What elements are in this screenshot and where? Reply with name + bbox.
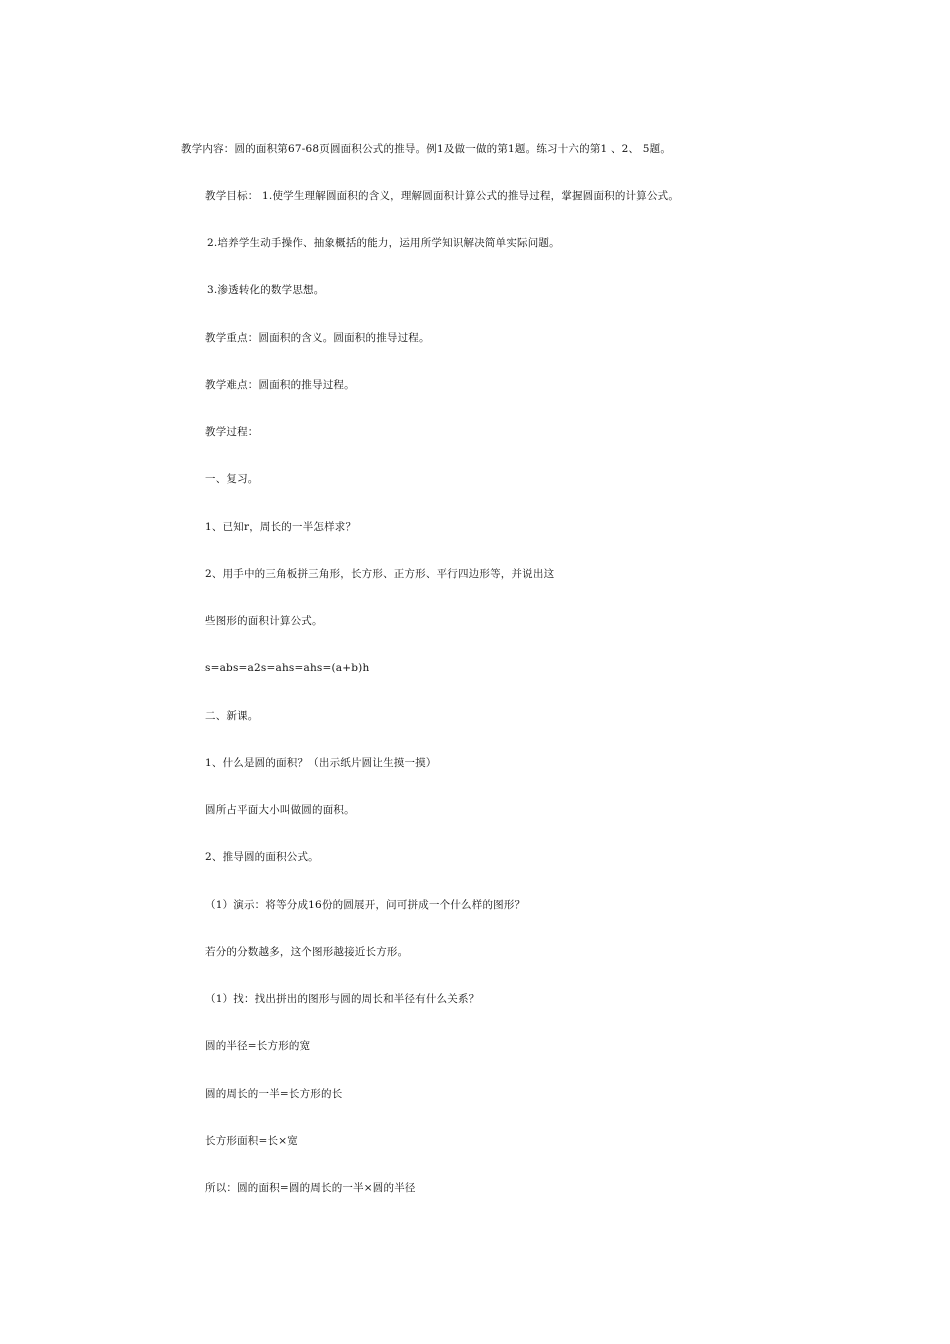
- new-lesson-heading: 二、新课。: [205, 710, 259, 722]
- teaching-difficulty-line: 教学难点：圆面积的推导过程。: [205, 379, 355, 391]
- find-relationship-line: （1）找：找出拼出的图形与圆的周长和半径有什么关系？: [205, 993, 480, 1005]
- review-item-1: 1、已知r，周长的一半怎样求？: [205, 521, 357, 533]
- circle-area-conclusion-line: 所以：圆的面积=圆的周长的一半×圆的半径: [205, 1182, 416, 1194]
- review-item-2-continued: 些图形的面积计算公式。: [205, 615, 323, 627]
- approximation-line: 若分的分数越多，这个图形越接近长方形。: [205, 946, 409, 958]
- review-item-2: 2、用手中的三角板拼三角形，长方形、正方形、平行四边形等，并说出这: [205, 568, 555, 580]
- new-lesson-item-2: 2、推导圆的面积公式。: [205, 851, 319, 863]
- new-lesson-item-1: 1、什么是圆的面积？（出示纸片圆让生摸一摸）: [205, 757, 437, 769]
- radius-width-line: 圆的半径=长方形的宽: [205, 1040, 311, 1052]
- teaching-process-heading: 教学过程：: [205, 426, 259, 438]
- area-formulas-line: s=abs=a2s=ahs=ahs=(a+b)h: [205, 662, 370, 674]
- review-heading: 一、复习。: [205, 473, 259, 485]
- teaching-focus-line: 教学重点：圆面积的含义。圆面积的推导过程。: [205, 332, 430, 344]
- half-circumference-length-line: 圆的周长的一半=长方形的长: [205, 1088, 343, 1100]
- circle-area-definition: 圆所占平面大小叫做圆的面积。: [205, 804, 355, 816]
- teaching-content-line: 教学内容：圆的面积第67-68页圆面积公式的推导。例1及做一做的第1题。练习十六的第1 、2、 5题。: [181, 143, 672, 155]
- goal-2-line: 2.培养学生动手操作、抽象概括的能力，运用所学知识解决简单实际问题。: [207, 237, 560, 249]
- goal-3-line: 3.渗透转化的数学思想。: [207, 284, 325, 296]
- rectangle-area-line: 长方形面积=长×宽: [205, 1135, 298, 1147]
- teaching-goals-line: 教学目标： 1.使学生理解圆面积的含义，理解圆面积计算公式的推导过程，掌握圆面积的计算公式。: [205, 190, 680, 202]
- demonstration-line: （1）演示：将等分成16份的圆展开，问可拼成一个什么样的图形？: [205, 899, 526, 911]
